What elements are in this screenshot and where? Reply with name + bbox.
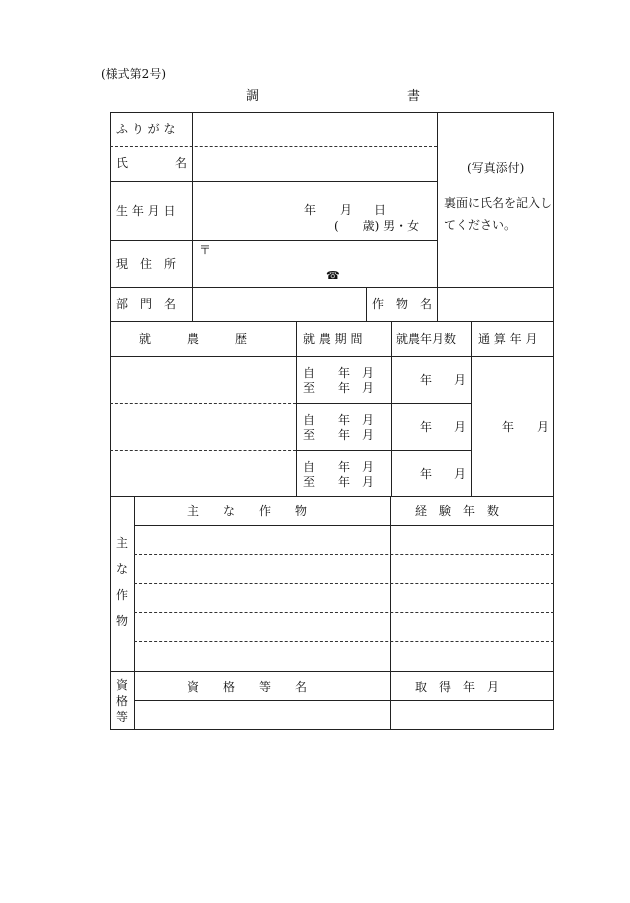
birth-day-unit: 日 [374, 203, 387, 217]
to-month: 月 [362, 475, 375, 489]
from-month: 月 [362, 366, 375, 380]
title-char-1: 調 [246, 89, 260, 104]
department-label: 部 門 名 [116, 297, 177, 311]
history-header-period: 就 農 期 間 [303, 332, 363, 346]
to-year: 年 [338, 428, 351, 442]
months-month: 月 [454, 373, 467, 387]
furigana-label: ふ り が な [116, 122, 176, 136]
from-label: 自 [303, 460, 316, 474]
name-label: 氏 [116, 156, 129, 170]
title-char-2: 書 [407, 89, 421, 104]
to-label: 至 [303, 475, 316, 489]
months-month: 月 [454, 420, 467, 434]
months-year: 年 [420, 373, 433, 387]
months-year: 年 [420, 467, 433, 481]
qualifications-side-label: 資 格 等 [116, 678, 129, 724]
age-gender: ( 歳) 男・女 [334, 219, 420, 233]
birth-month-unit: 月 [340, 203, 353, 217]
to-month: 月 [362, 381, 375, 395]
from-year: 年 [338, 366, 351, 380]
crop-label: 作 物 名 [372, 297, 433, 311]
postal-mark: 〒 [199, 243, 212, 257]
history-header-career: 就 農 歴 [139, 332, 248, 346]
name-label-2: 名 [175, 156, 188, 170]
from-month: 月 [362, 460, 375, 474]
total-year: 年 [502, 420, 515, 434]
birth-year-unit: 年 [304, 203, 317, 217]
birthdate-label: 生 年 月 日 [116, 204, 176, 218]
photo-note-2: てください。 [444, 218, 517, 232]
crops-header: 主 な 作 物 [187, 504, 308, 518]
history-header-months: 就農年月数 [396, 332, 457, 346]
from-year: 年 [338, 413, 351, 427]
to-label: 至 [303, 428, 316, 442]
months-month: 月 [454, 467, 467, 481]
from-year: 年 [338, 460, 351, 474]
crops-side-label: 主 な 作 物 [116, 536, 129, 628]
from-label: 自 [303, 413, 316, 427]
acquisition-date-header: 取 得 年 月 [415, 680, 500, 694]
to-year: 年 [338, 475, 351, 489]
address-label: 現 住 所 [116, 257, 177, 271]
to-label: 至 [303, 381, 316, 395]
from-label: 自 [303, 366, 316, 380]
months-year: 年 [420, 420, 433, 434]
experience-header: 経 験 年 数 [415, 504, 500, 518]
phone-icon: ☎ [326, 269, 340, 282]
history-header-total: 通 算 年 月 [478, 332, 538, 346]
total-month: 月 [537, 420, 550, 434]
from-month: 月 [362, 413, 375, 427]
form-number: (様式第2号) [101, 67, 166, 81]
to-month: 月 [362, 428, 375, 442]
to-year: 年 [338, 381, 351, 395]
qualification-name-header: 資 格 等 名 [187, 680, 308, 694]
photo-note-1: 裏面に氏名を記入し [444, 196, 553, 210]
photo-label: (写真添付) [467, 161, 525, 175]
